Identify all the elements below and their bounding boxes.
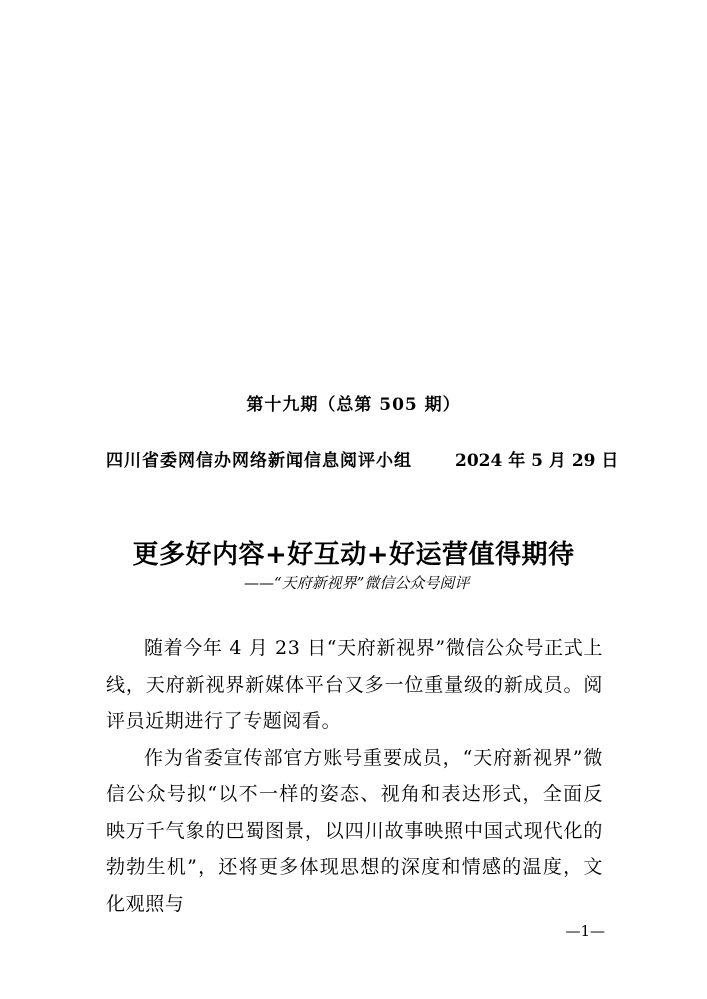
paragraph: 作为省委宣传部官方账号重要成员，“天府新视界”微信公众号拟“以不一样的姿态、视角和表达形式，全面反映万千气象的巴蜀图景，以四川故事映照中国式现代化的勃勃生机”，还将更多体现思想的深度和情感的温度，文化观照与 [106,746,603,915]
issue-line: 第十九期（总第 505 期） [246,395,461,415]
date-line: 2024 年 5 月 29 日 [455,451,619,471]
main-title: 更多好内容+好互动+好运营值得期待 [132,540,575,570]
org-line: 四川省委网信办网络新闻信息阅评小组 [106,451,412,471]
paragraph: 随着今年 4 月 23 日“天府新视界”微信公众号正式上线，天府新视界新媒体平台又多一位重量级的新成员。阅评员近期进行了专题阅看。 [106,637,603,732]
sub-title: ——“天府新视界”微信公众号阅评 [244,574,470,592]
body-text [106,630,603,922]
page-number: —1— [565,922,605,940]
